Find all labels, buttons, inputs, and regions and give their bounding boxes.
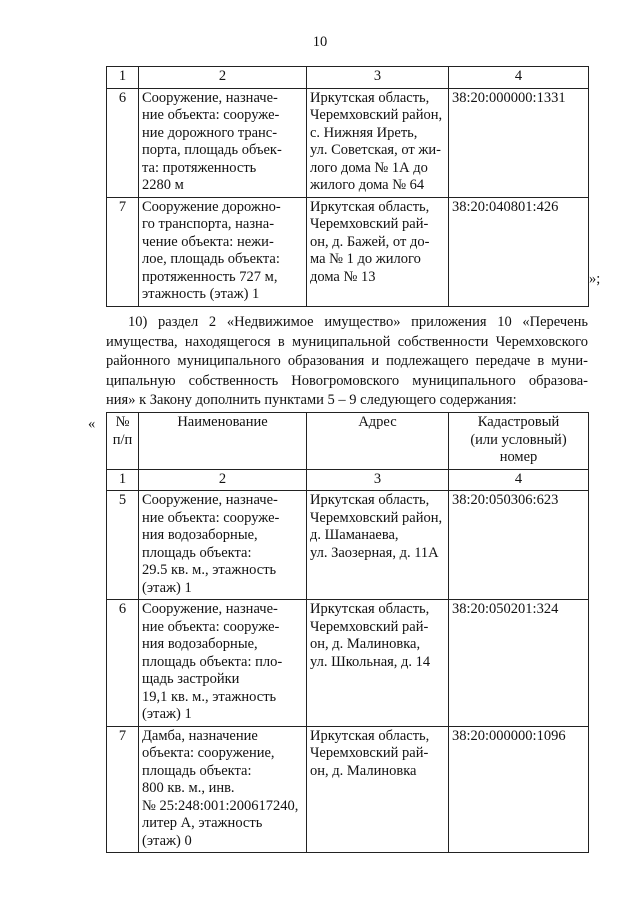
object-name-cell [139,88,307,197]
text-line: площадь объекта: пло- [142,653,283,670]
text-line: Сооружение, назначе- [142,492,278,508]
index-cell: 1 [107,469,139,491]
text-line: (этаж) 1 [142,579,192,596]
header-line: № [115,414,130,430]
text-line: 19,1 кв. м., этажность [142,688,277,705]
text-line: с. Нижняя Иреть, [310,124,418,141]
text-line: ние объекта: сооруже- [142,618,280,635]
index-cell: 3 [307,67,449,89]
object-name-cell [139,726,307,853]
property-table-additions [106,412,589,853]
closing-quote: »; [589,271,601,287]
text-line: чение объекта: нежи- [142,233,274,250]
text-line: та: протяженность [142,159,257,176]
header-number [107,413,139,470]
text-line: Сооружение дорожно- [142,198,281,215]
text-line: Сооружение, назначе- [142,89,278,106]
text-line: лое, площадь объекта: [142,251,280,267]
text-line: литер А, этажность [142,815,263,831]
text-line: протяженность 727 м, [142,268,278,285]
page-number: 10 [312,34,328,50]
table-header-row [107,413,589,470]
header-address: Адрес [307,413,449,470]
address-cell [307,600,449,727]
cadastral-number-cell: 38:20:050306:623 [449,491,589,600]
text-line: ма № 1 до жилого [310,251,421,267]
text-line: объекта: сооружение, [142,745,275,761]
paragraph-line: имущества, находящегося в муниципальной собственности Черемховского [106,333,588,350]
text-line: щадь застройки [142,671,240,687]
index-cell: 3 [307,469,449,491]
cadastral-number-cell: 38:20:040801:426 [449,197,589,306]
paragraph-line: 10) раздел 2 «Недвижимое имущество» приложения 10 «Перечень [128,314,588,330]
row-number: 6 [107,88,139,197]
header-cadastral [449,413,589,470]
opening-quote: « [88,416,96,432]
header-line: номер [499,449,538,465]
table-row [107,88,589,197]
object-name-cell [139,491,307,600]
text-line: жилого дома № 64 [310,177,425,193]
address-cell [307,88,449,197]
header-line: (или условный) [470,431,567,448]
header-line: Кадастровый [477,414,560,430]
row-number: 5 [107,491,139,600]
text-line: Иркутская область, [310,727,430,744]
text-line: д. Шаманаева, [310,527,399,543]
text-line: Черемховский рай- [310,618,429,635]
index-cell: 2 [139,67,307,89]
text-line: ул. Школьная, д. 14 [310,653,431,670]
cadastral-number-cell: 38:20:050201:324 [449,600,589,727]
table-index-row [107,67,589,89]
index-cell: 4 [449,67,589,89]
object-name-cell [139,600,307,727]
index-cell: 1 [107,67,139,89]
amendment-paragraph [106,313,588,411]
text-line: 29.5 кв. м., этажность [142,562,277,578]
text-line: № 25:248:001:200617240, [142,797,299,814]
text-line: ул. Советская, от жи- [310,142,441,158]
table-row [107,491,589,600]
cadastral-number-cell: 38:20:000000:1331 [449,88,589,197]
text-line: (этаж) 0 [142,832,192,849]
text-line: лого дома № 1А до [310,159,428,176]
text-line: (этаж) 1 [142,706,192,722]
text-line: порта, площадь объек- [142,142,282,158]
table-row [107,600,589,727]
text-line: он, д. Малиновка [310,762,417,779]
paragraph-line: ния» к Закону дополнить пунктами 5 – 9 следующего содержания: [106,392,517,408]
text-line: Черемховский рай- [310,745,429,761]
table-index-row [107,469,589,491]
text-line: площадь объекта: [142,544,252,561]
address-cell [307,726,449,853]
index-cell: 4 [449,469,589,491]
row-number: 7 [107,197,139,306]
table-row [107,197,589,306]
text-line: 800 кв. м., инв. [142,780,235,796]
text-line: ния водозаборные, [142,636,258,652]
text-line: го транспорта, назна- [142,216,275,232]
text-line: Дамба, назначение [142,727,258,744]
text-line: Черемховский район, [310,107,443,123]
text-line: Иркутская область, [310,492,430,508]
text-line: 2280 м [142,177,184,193]
text-line: этажность (этаж) 1 [142,286,260,302]
text-line: ния водозаборные, [142,527,258,543]
text-line: ние объекта: сооруже- [142,509,280,526]
row-number: 7 [107,726,139,853]
text-line: Иркутская область, [310,89,430,106]
text-line: Черемховский район, [310,509,443,526]
property-table-continued [106,66,589,307]
text-line: ул. Заозерная, д. 11А [310,544,439,561]
header-name: Наименование [139,413,307,470]
text-line: он, д. Бажей, от до- [310,233,430,250]
text-line: Черемховский рай- [310,216,429,232]
text-line: Сооружение, назначе- [142,601,278,617]
header-line: п/п [112,431,133,448]
text-line: ние дорожного транс- [142,124,278,141]
table-row [107,726,589,853]
text-line: Иркутская область, [310,198,430,215]
paragraph-line: районного муниципального образования и подлежащего передаче в муни- [106,353,588,369]
object-name-cell [139,197,307,306]
text-line: он, д. Малиновка, [310,636,421,652]
cadastral-number-cell: 38:20:000000:1096 [449,726,589,853]
address-cell [307,197,449,306]
text-line: Иркутская область, [310,601,430,617]
index-cell: 2 [139,469,307,491]
text-line: площадь объекта: [142,762,252,779]
paragraph-line: ципальную собственность Новогромовского муниципального образова- [106,372,588,389]
text-line: дома № 13 [310,268,376,285]
text-line: ние объекта: сооруже- [142,107,280,123]
address-cell [307,491,449,600]
row-number: 6 [107,600,139,727]
